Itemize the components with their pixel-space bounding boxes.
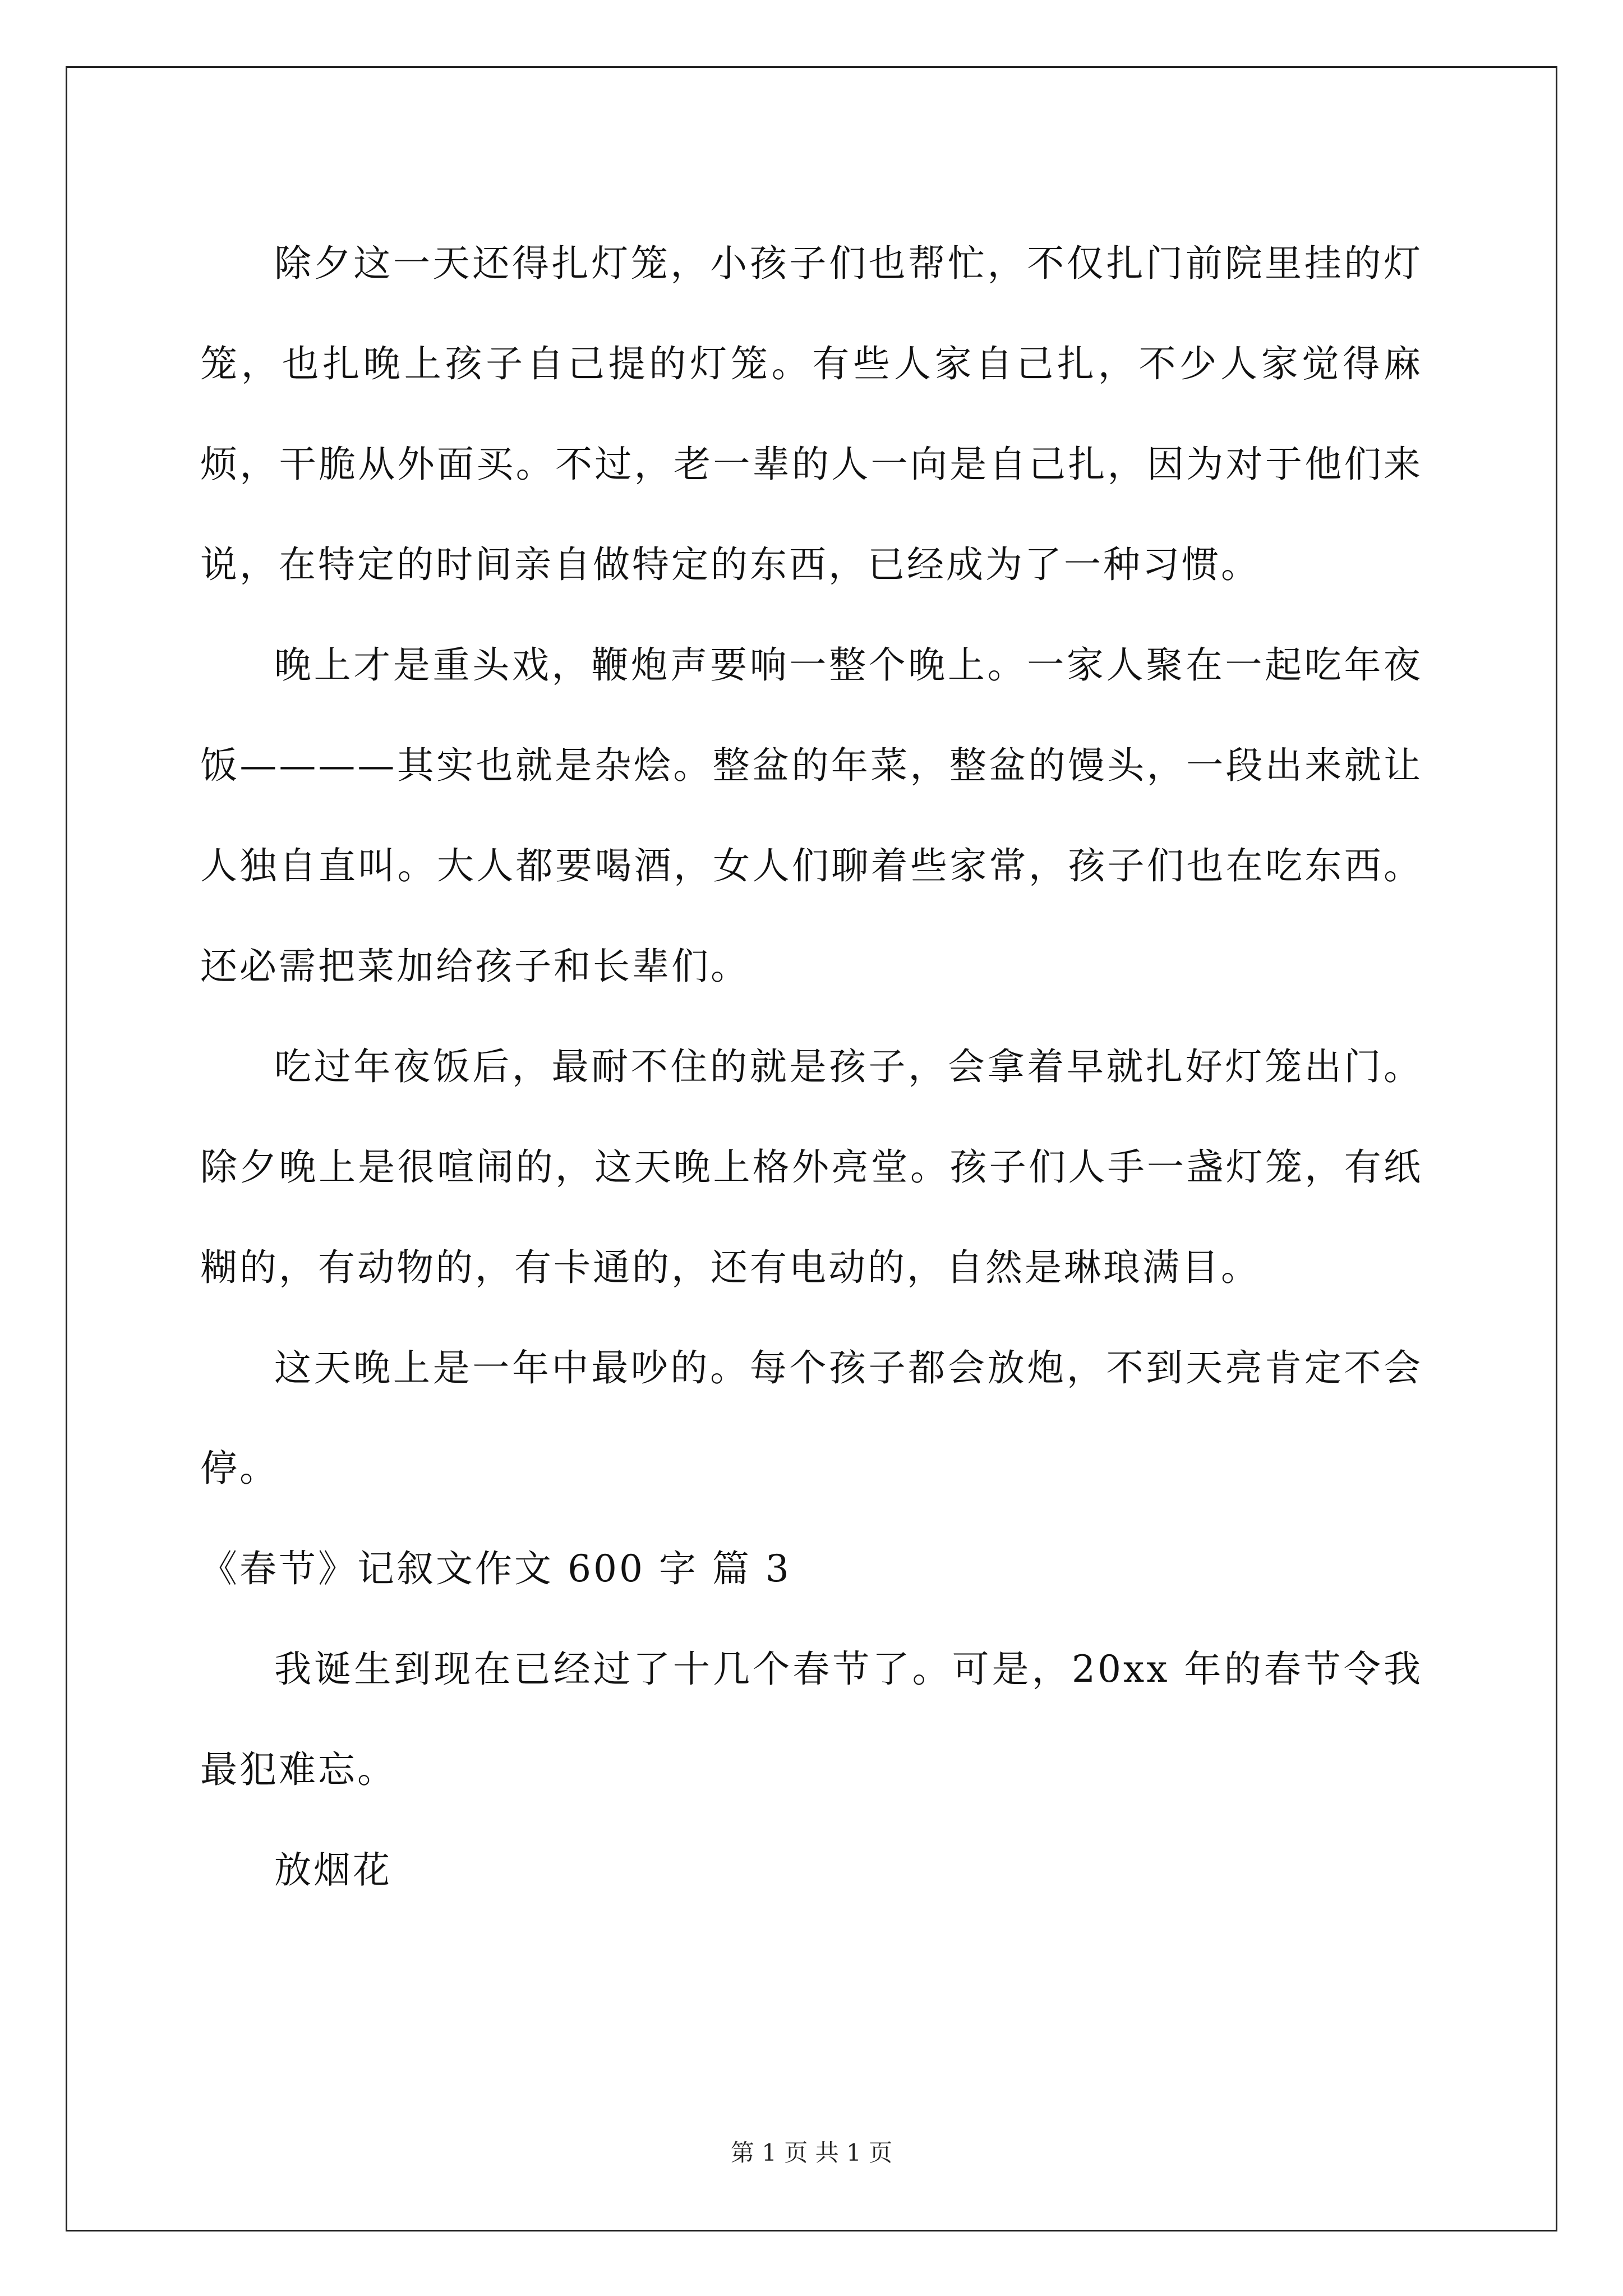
- page-footer: 第 1 页 共 1 页: [730, 2139, 893, 2166]
- paragraph-dinner: 晚上才是重头戏，鞭炮声要响一整个晚上。一家人聚在一起吃年夜饭————其实也就是杂烩。整盆的年菜，整盆的馒头，一段出来就让人独自直叫。大人都要喝酒，女人们聊着些家常，孩子们也在吃东西。还必需把菜加给孩子和长辈们。: [200, 643, 1423, 988]
- paragraph-lanterns: 除夕这一天还得扎灯笼，小孩子们也帮忙，不仅扎门前院里挂的灯笼，也扎晚上孩子自己提的灯笼。有些人家自己扎，不少人家觉得麻烦，干脆从外面买。不过，老一辈的人一向是自己扎，因为对于他们来说，在特定的时间亲自做特定的东西，已经成为了一种习惯。: [200, 242, 1423, 586]
- paragraph-subtitle-fireworks: 放烟花: [274, 1848, 392, 1892]
- paragraph-firecrackers: 这天晚上是一年中最吵的。每个孩子都会放炮，不到天亮肯定不会停。: [200, 1346, 1423, 1490]
- paragraph-intro: 我诞生到现在已经过了十几个春节了。可是，20xx 年的春节令我最犯难忘。: [200, 1648, 1423, 1791]
- paragraph-after-dinner: 吃过年夜饭后，最耐不住的就是孩子，会拿着早就扎好灯笼出门。除夕晚上是很喧闹的，这天晚上格外亮堂。孩子们人手一盏灯笼，有纸糊的，有动物的，有卡通的，还有电动的，自然是琳琅满目。: [200, 1045, 1423, 1289]
- section-heading: 《春节》记叙文作文 600 字 篇 3: [200, 1547, 791, 1590]
- document-body: [200, 213, 1423, 1920]
